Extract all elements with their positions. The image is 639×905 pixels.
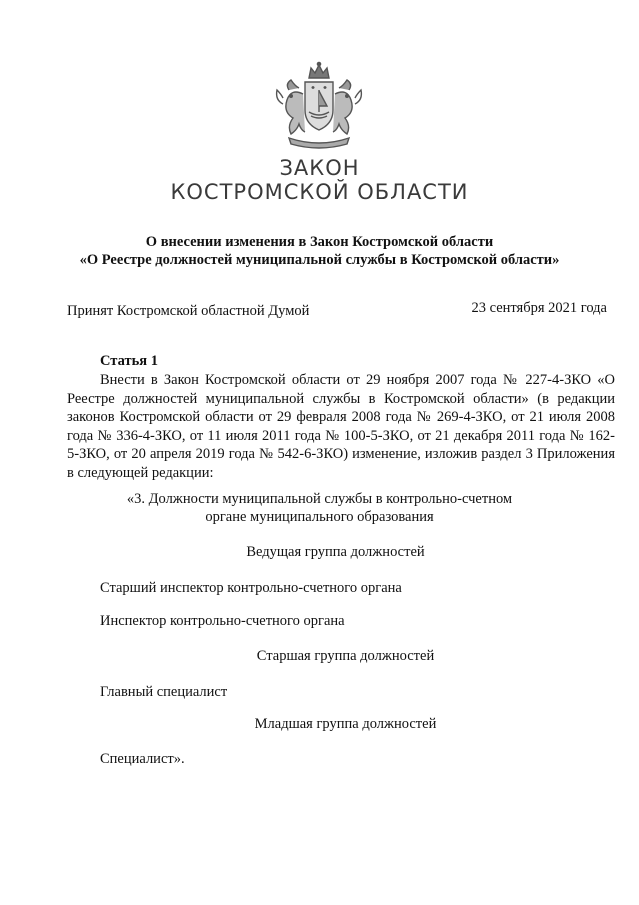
adoption-body: Принят Костромской областной Думой bbox=[67, 303, 310, 319]
position-item: Инспектор контрольно-счетного органа bbox=[100, 613, 345, 629]
document-heading-line1: О внесении изменения в Закон Костромской области bbox=[145, 234, 494, 250]
group-heading-senior: Старшая группа должностей bbox=[256, 648, 435, 664]
section-title-line1: «3. Должности муниципальной службы в контрольно-счетном bbox=[126, 491, 513, 507]
position-item: Главный специалист bbox=[100, 684, 228, 700]
adoption-date: 23 сентября 2021 года bbox=[471, 300, 607, 316]
law-title: ЗАКОН bbox=[279, 156, 360, 180]
document-heading-line2: «О Реестре должностей муниципальной службы в Костромской области» bbox=[79, 252, 560, 268]
position-item: Специалист». bbox=[100, 751, 185, 767]
group-heading-leading: Ведущая группа должностей bbox=[246, 544, 425, 560]
kostroma-coat-of-arms-icon bbox=[269, 60, 369, 150]
section-title-line2: органе муниципального образования bbox=[205, 509, 434, 525]
article-text: Внести в Закон Костромской области от 29 ноября 2007 года № 227-4-ЗКО «О Реестре должностей муниципальной службы в Костромской области» (в редакции законов Костромской области от 29 февраля 2008 года № 269-4-ЗКО, от 21 июля 2008 года № 336-4-ЗКО, от 11 июля 2011 года № 100-5-ЗКО, от 21 декабря 2011 года № 162-5-ЗКО, от 20 апреля 2019 года № 542-6-ЗКО) изменение, изложив раздел 3 Приложения в следующей редакции: bbox=[67, 372, 615, 481]
article-title: Статья 1 bbox=[100, 353, 158, 369]
group-heading-junior: Младшая группа должностей bbox=[254, 716, 437, 732]
region-title: КОСТРОМСКОЙ ОБЛАСТИ bbox=[170, 180, 469, 204]
position-item: Старший инспектор контрольно-счетного органа bbox=[100, 580, 402, 596]
